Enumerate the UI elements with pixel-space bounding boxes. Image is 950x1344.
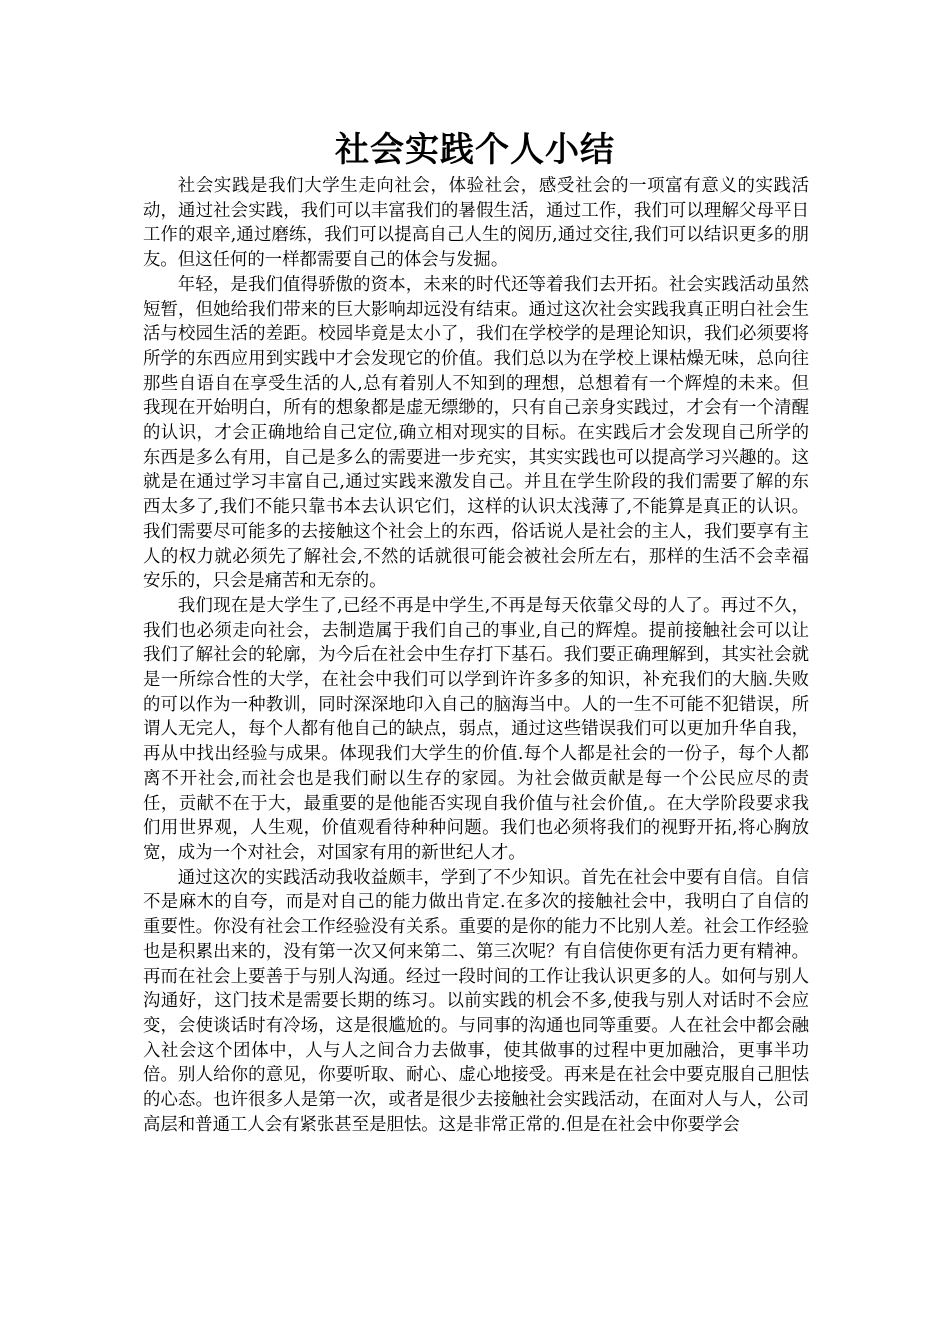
paragraph-1: 社会实践是我们大学生走向社会，体验社会，感受社会的一项富有意义的实践活动，通过社会实践，我们可以丰富我们的暑假生活，通过工作，我们可以理解父母平日工作的艰辛,通过磨练，我们可以提高自己人生的阅历,通过交往,我们可以结识更多的朋友。但这任何的一样都需要自己的体会与发掘。 [143,176,809,271]
document-body [143,174,809,1137]
paragraph-3: 我们现在是大学生了,已经不再是中学生,不再是每天依靠父母的人了。再过不久，我们也必须走向社会，去制造属于我们自己的事业,自己的辉煌。提前接触社会可以让我们了解社会的轮廓，为今后在社会中生存打下基石。我们要正确理解到，其实社会就是一所综合性的大学，在社会中我们可以学到许许多多的知识，补充我们的大脑.失败的可以作为一种教训，同时深深地印入自己的脑海当中。人的一生不可能不犯错误，所谓人无完人，每个人都有他自己的缺点，弱点，通过这些错误我们可以更加升华自我，再从中找出经验与成果。体现我们大学生的价值.每个人都是社会的一份子，每个人都离不开社会,而社会也是我们耐以生存的家园。为社会做贡献是每一个公民应尽的责任，贡献不在于大，最重要的是他能否实现自我价值与社会价值,。在大学阶段要求我们用世界观，人生观，价值观看待种种问题。我们也必须将我们的视野开拓,将心胸放宽，成为一个对社会，对国家有用的新世纪人才。 [143,595,809,863]
paragraph-2: 年轻，是我们值得骄傲的资本，未来的时代还等着我们去开拓。社会实践活动虽然短暂，但她给我们带来的巨大影响却远没有结束。通过这次社会实践我真正明白社会生活与校园生活的差距。校园毕竟是太小了，我们在学校学的是理论知识，我们必须要将所学的东西应用到实践中才会发现它的价值。我们总以为在学校上课枯燥无味，总向往那些自语自在享受生活的人,总有着别人不知到的理想，总想着有一个辉煌的未来。但我现在开始明白，所有的想象都是虚无缥缈的，只有自己亲身实践过，才会有一个清醒的认识，才会正确地给自己定位,确立相对现实的目标。在实践后才会发现自己所学的东西是多么有用，自己是多么的需要进一步充实，其实实践也可以提高学习兴趣的。这就是在通过学习丰富自己,通过实践来激发自己。并且在学生阶段的我们需要了解的东西太多了,我们不能只靠书本去认识它们，这样的认识太浅薄了,不能算是真正的认识。我们需要尽可能多的去接触这个社会上的东西，俗话说人是社会的主人，我们要享有主人的权力就必须先了解社会,不然的话就很可能会被社会所左右，那样的生活不会幸福安乐的，只会是痛苦和无奈的。 [143,274,809,592]
document-title: 社会实践个人小结 [335,130,615,170]
paragraph-4: 通过这次的实践活动我收益颇丰，学到了不少知识。首先在社会中要有自信。自信不是麻木的自夸，而是对自己的能力做出肯定.在多次的接触社会中，我明白了自信的重要性。你没有社会工作经验没有关系。重要的是你的能力不比别人差。社会工作经验也是积累出来的，没有第一次又何来第二、第三次呢？有自信使你更有活力更有精神。再而在社会上要善于与别人沟通。经过一段时间的工作让我认识更多的人。如何与别人沟通好，这门技术是需要长期的练习。以前实践的机会不多,使我与别人对话时不会应变，会使谈话时有冷场，这是很尴尬的。与同事的沟通也同等重要。人在社会中都会融入社会这个团体中，人与人之间合力去做事，使其做事的过程中更加融洽，更事半功倍。别人给你的意见，你要听取、耐心、虚心地接受。再来是在社会中要克服自己胆怯的心态。也许很多人是第一次，或者是很少去接触社会实践活动，在面对人与人，公司高层和普通工人会有紧张甚至是胆怯。这是非常正常的.但是在社会中你要学会 [143,867,809,1135]
